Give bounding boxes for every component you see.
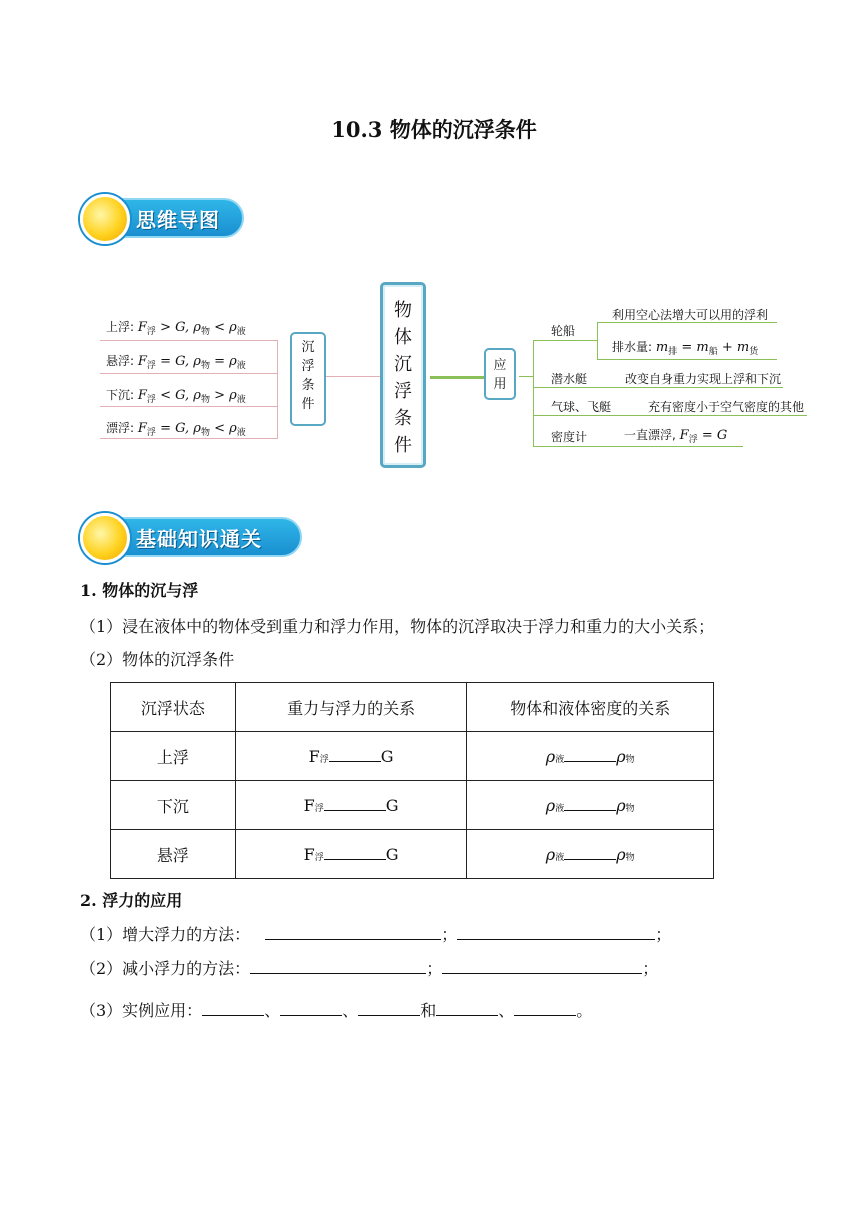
- banner-label: 基础知识通关: [136, 527, 262, 551]
- table-row: [111, 732, 714, 781]
- table-row: [111, 781, 714, 830]
- answer-blank[interactable]: [442, 959, 642, 974]
- banner-label: 思维导图: [136, 208, 220, 232]
- answer-blank[interactable]: [564, 747, 616, 762]
- force-relation-cell: F浮 G: [235, 781, 467, 830]
- density-relation-cell: ρ液 ρ物: [467, 732, 714, 781]
- section-1-paragraph-2: （2）物体的沉浮条件: [80, 650, 235, 669]
- table-header-row: [111, 683, 714, 732]
- node-sink-float-condition: 沉 浮 条 件: [290, 332, 326, 426]
- table-header: 物体和液体密度的关系: [467, 683, 714, 732]
- basics-banner: [82, 517, 302, 557]
- app-ship-detail-2: 排水量: $m_排 = m_船 + m_货$: [612, 340, 759, 357]
- mindmap-item-rise: 上浮: $F_浮 > G$, $\rho_物 < \rho_液$: [106, 320, 246, 337]
- mindmap-item-sink: 下沉: $F_浮 < G$, $\rho_物 > \rho_液$: [106, 388, 246, 405]
- page-title: 10.3 物体的沉浮条件: [331, 117, 537, 142]
- density-relation-cell: ρ液 ρ物: [467, 830, 714, 879]
- answer-blank[interactable]: [514, 1001, 576, 1016]
- lightbulb-icon: [80, 513, 130, 563]
- app-submarine: 潜水艇: [551, 372, 588, 386]
- table-row: [111, 830, 714, 879]
- question-decrease-buoyancy: （2）减小浮力的方法： ； ；: [80, 959, 659, 978]
- state-cell: 下沉: [111, 781, 236, 830]
- answer-blank[interactable]: [564, 845, 616, 860]
- sink-float-table: [110, 682, 714, 879]
- app-hydrometer: 密度计: [551, 430, 588, 444]
- lightbulb-icon: [80, 194, 130, 244]
- mindmap-item-float: 漂浮: $F_浮 = G$, $\rho_物 < \rho_液$: [106, 421, 246, 438]
- answer-blank[interactable]: [457, 925, 655, 940]
- answer-blank[interactable]: [564, 796, 616, 811]
- answer-blank[interactable]: [329, 747, 381, 762]
- section-2-heading: 2. 浮力的应用: [80, 891, 183, 910]
- app-balloon-airship: 气球、飞艇: [551, 400, 612, 414]
- answer-blank[interactable]: [324, 845, 386, 860]
- app-ship-detail-1: 利用空心法增大可以用的浮利: [612, 308, 769, 322]
- force-relation-cell: F浮 G: [235, 732, 467, 781]
- app-balloon-detail: 充有密度小于空气密度的其他: [648, 400, 805, 414]
- state-cell: 上浮: [111, 732, 236, 781]
- table-header: 重力与浮力的关系: [235, 683, 467, 732]
- force-relation-cell: F浮 G: [235, 830, 467, 879]
- state-cell: 悬浮: [111, 830, 236, 879]
- section-1-paragraph-1: （1）浸在液体中的物体受到重力和浮力作用，物体的沉浮取决于浮力和重力的大小关系；: [80, 617, 715, 636]
- node-application: 应 用: [484, 348, 516, 400]
- app-hydrometer-detail: 一直漂浮, $F_浮 = G$: [624, 428, 728, 445]
- node-central-topic: 物 体 沉 浮 条 件: [380, 282, 426, 468]
- question-increase-buoyancy: （1）增大浮力的方法： ； ；: [80, 925, 672, 944]
- answer-blank[interactable]: [202, 1001, 264, 1016]
- mindmap-banner: [82, 198, 244, 238]
- answer-blank[interactable]: [265, 925, 441, 940]
- answer-blank[interactable]: [250, 959, 426, 974]
- mindmap-item-suspend: 悬浮: $F_浮 = G$, $\rho_物 = \rho_液$: [106, 354, 246, 371]
- answer-blank[interactable]: [280, 1001, 342, 1016]
- density-relation-cell: ρ液 ρ物: [467, 781, 714, 830]
- question-examples: （3）实例应用： 、 、 和 、 。: [80, 1001, 593, 1020]
- answer-blank[interactable]: [324, 796, 386, 811]
- answer-blank[interactable]: [436, 1001, 498, 1016]
- answer-blank[interactable]: [358, 1001, 420, 1016]
- app-ship: 轮船: [551, 324, 576, 338]
- section-1-heading: 1. 物体的沉与浮: [80, 581, 199, 600]
- app-submarine-detail: 改变自身重力实现上浮和下沉: [625, 372, 782, 386]
- table-header: 沉浮状态: [111, 683, 236, 732]
